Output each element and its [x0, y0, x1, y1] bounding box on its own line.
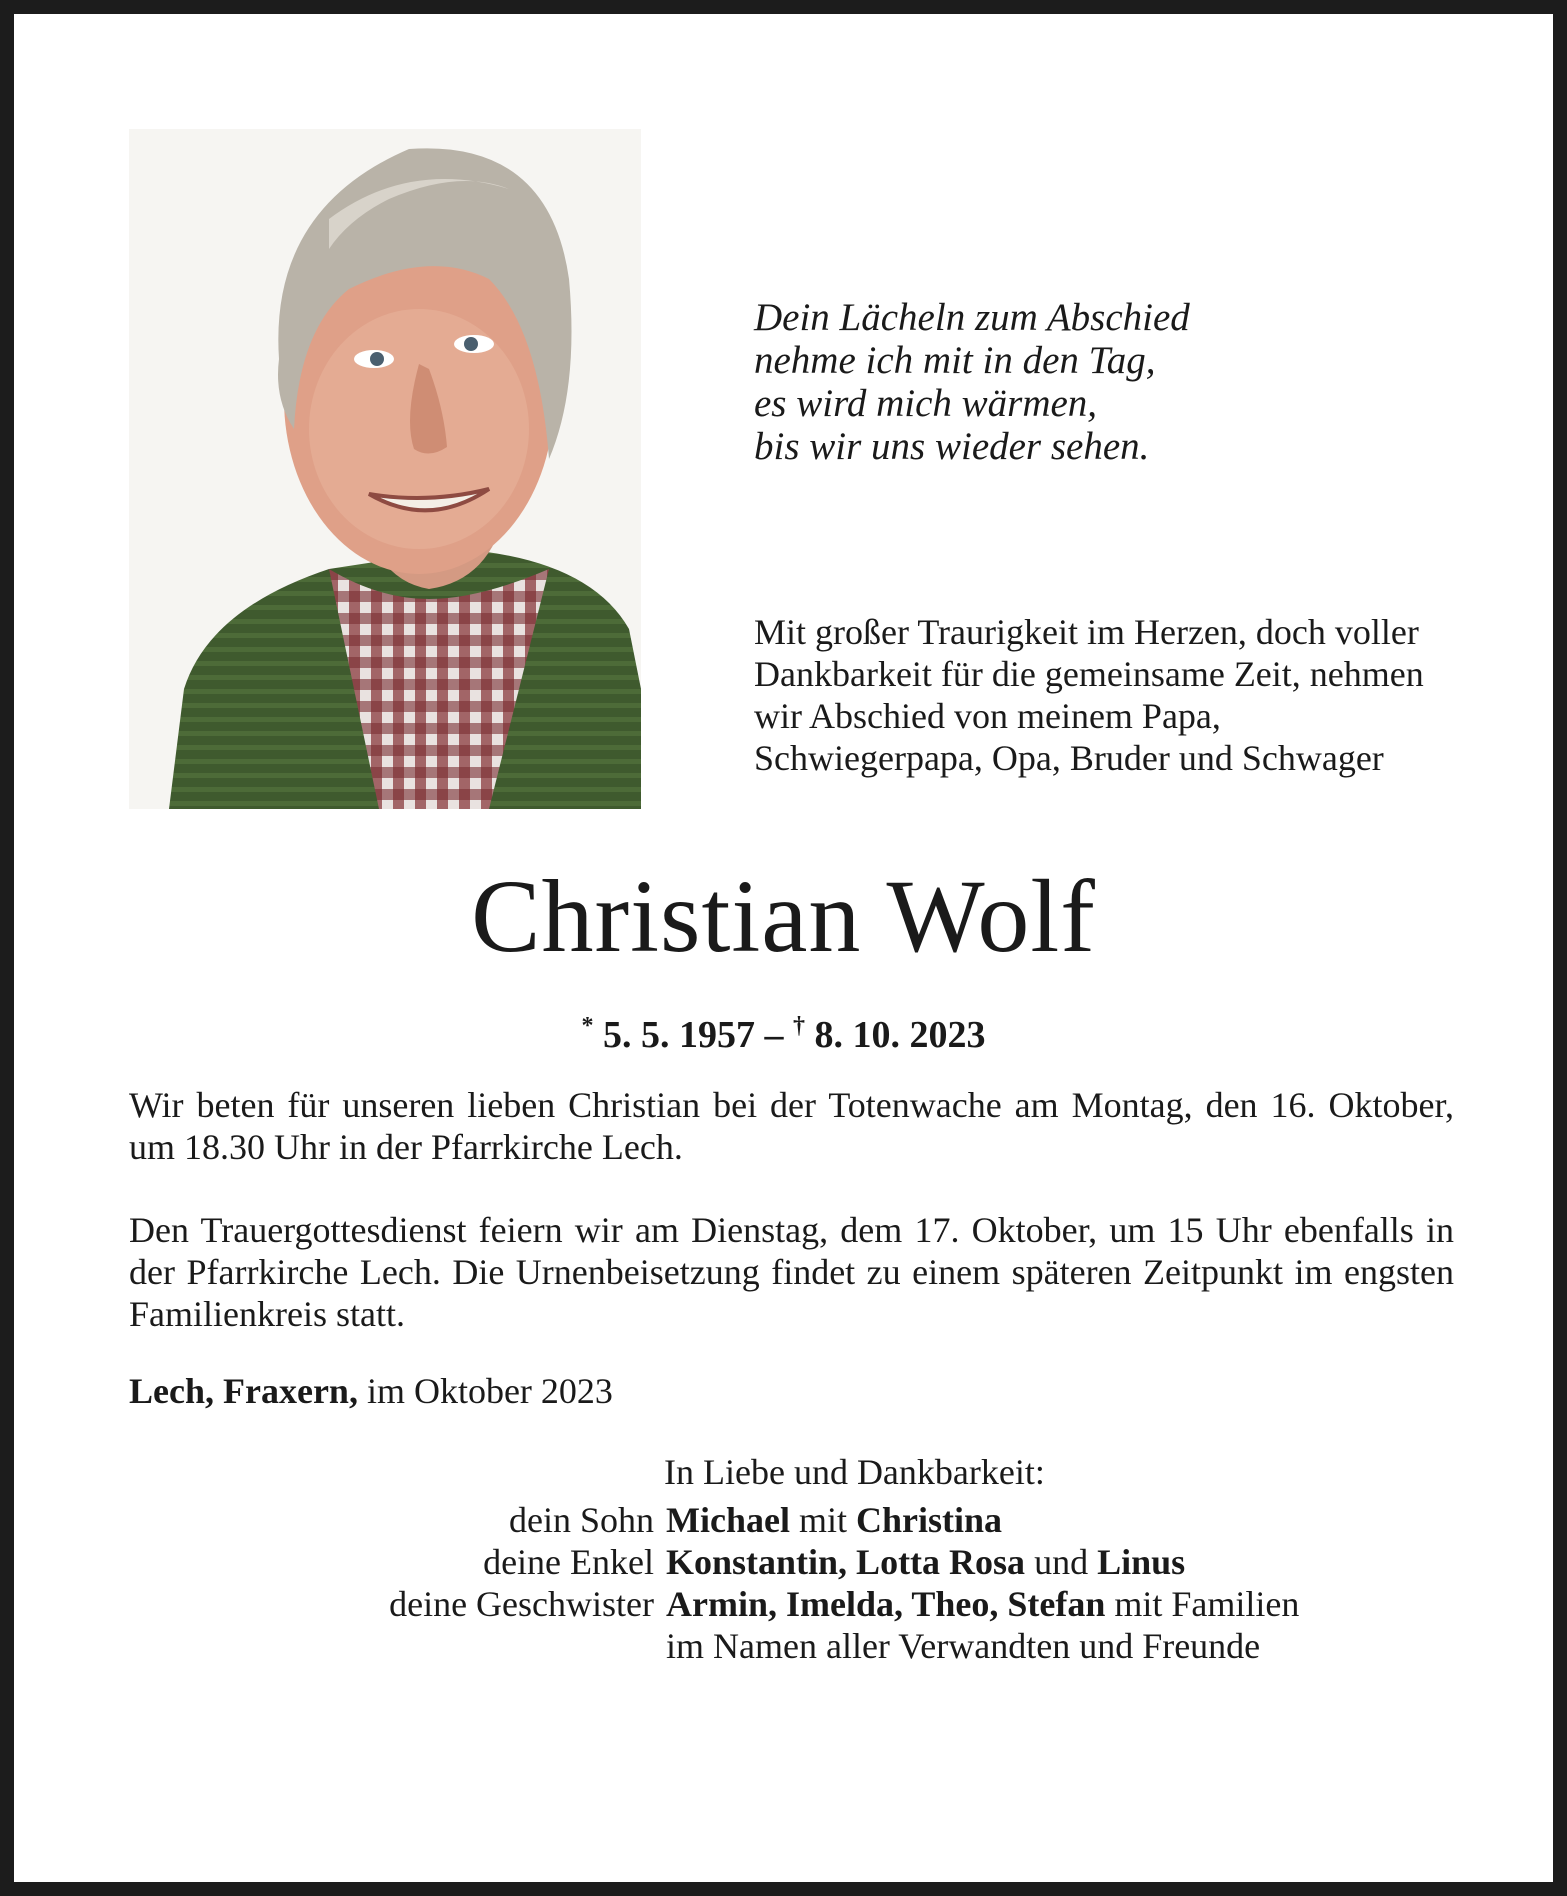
relation-label: [129, 1625, 666, 1667]
death-date: 8. 10. 2023: [814, 1014, 986, 1056]
place-date-line: [129, 1370, 613, 1412]
funeral-paragraph: Den Trauergottesdienst feiern wir am Dienstag, dem 17. Oktober, um 15 Uhr ebenfalls in der Pfarrkirche Lech. Die Urnenbeisetzung findet zu einem späteren Zeitpunkt im engsten Familienkreis statt.: [129, 1210, 1454, 1334]
relation-label: dein Sohn: [508, 1500, 654, 1540]
birth-symbol: *: [581, 1013, 594, 1039]
birth-date: 5. 5. 1957: [603, 1014, 755, 1056]
name-connector: mit Familien: [1105, 1584, 1300, 1624]
memorial-poem: [754, 296, 1190, 468]
family-names: [666, 1583, 1299, 1625]
poem-line: Dein Lächeln zum Abschied: [754, 296, 1190, 339]
name-bold: Armin, Imelda, Theo, Stefan: [666, 1584, 1106, 1624]
wake-paragraph: Wir beten für unseren lieben Christian bei der Totenwache am Montag, den 16. Oktober, um 18.30 Uhr in der Pfarrkirche Lech.: [129, 1085, 1454, 1167]
intro-text: Mit großer Traurigkeit im Herzen, doch voller Dankbarkeit für die gemeinsame Zeit, nehmen wir Abschied von meinem Papa, Schwiegerpapa, Opa, Bruder und Schwager: [754, 612, 1424, 778]
signature-row: [129, 1499, 1454, 1541]
place-date: im Oktober 2023: [357, 1371, 613, 1411]
signature-block: [129, 1499, 1454, 1667]
name-bold: Konstantin, Lotta Rosa: [666, 1542, 1026, 1582]
relation-label: deine Geschwister: [389, 1584, 654, 1624]
obituary-page: [14, 14, 1553, 1882]
place-names: Lech, Fraxern,: [129, 1371, 358, 1411]
signature-row: [129, 1625, 1454, 1667]
name-bold: Michael: [666, 1500, 790, 1540]
name-connector: und: [1025, 1542, 1098, 1582]
family-names: [666, 1625, 1260, 1667]
name-bold: Christina: [855, 1500, 1003, 1540]
name-connector: mit: [789, 1500, 856, 1540]
signature-row: [129, 1541, 1454, 1583]
family-names: [666, 1499, 1002, 1541]
family-names: [666, 1541, 1185, 1583]
poem-line: nehme ich mit in den Tag,: [754, 339, 1156, 382]
poem-line: es wird mich wärmen,: [754, 382, 1098, 425]
death-symbol: †: [793, 1013, 805, 1039]
poem-line: bis wir uns wieder sehen.: [754, 425, 1150, 468]
life-dates: [14, 1004, 1553, 1057]
relation-label: deine Enkel: [483, 1542, 654, 1582]
signature-row: [129, 1583, 1454, 1625]
signature-heading: In Liebe und Dankbarkeit:: [664, 1452, 1045, 1492]
date-separator: –: [755, 1014, 793, 1056]
deceased-name: Christian Wolf: [471, 859, 1096, 974]
name-connector: im Namen aller Verwandten und Freunde: [666, 1626, 1261, 1666]
portrait-photo: [129, 129, 641, 809]
name-bold: Linus: [1097, 1542, 1186, 1582]
